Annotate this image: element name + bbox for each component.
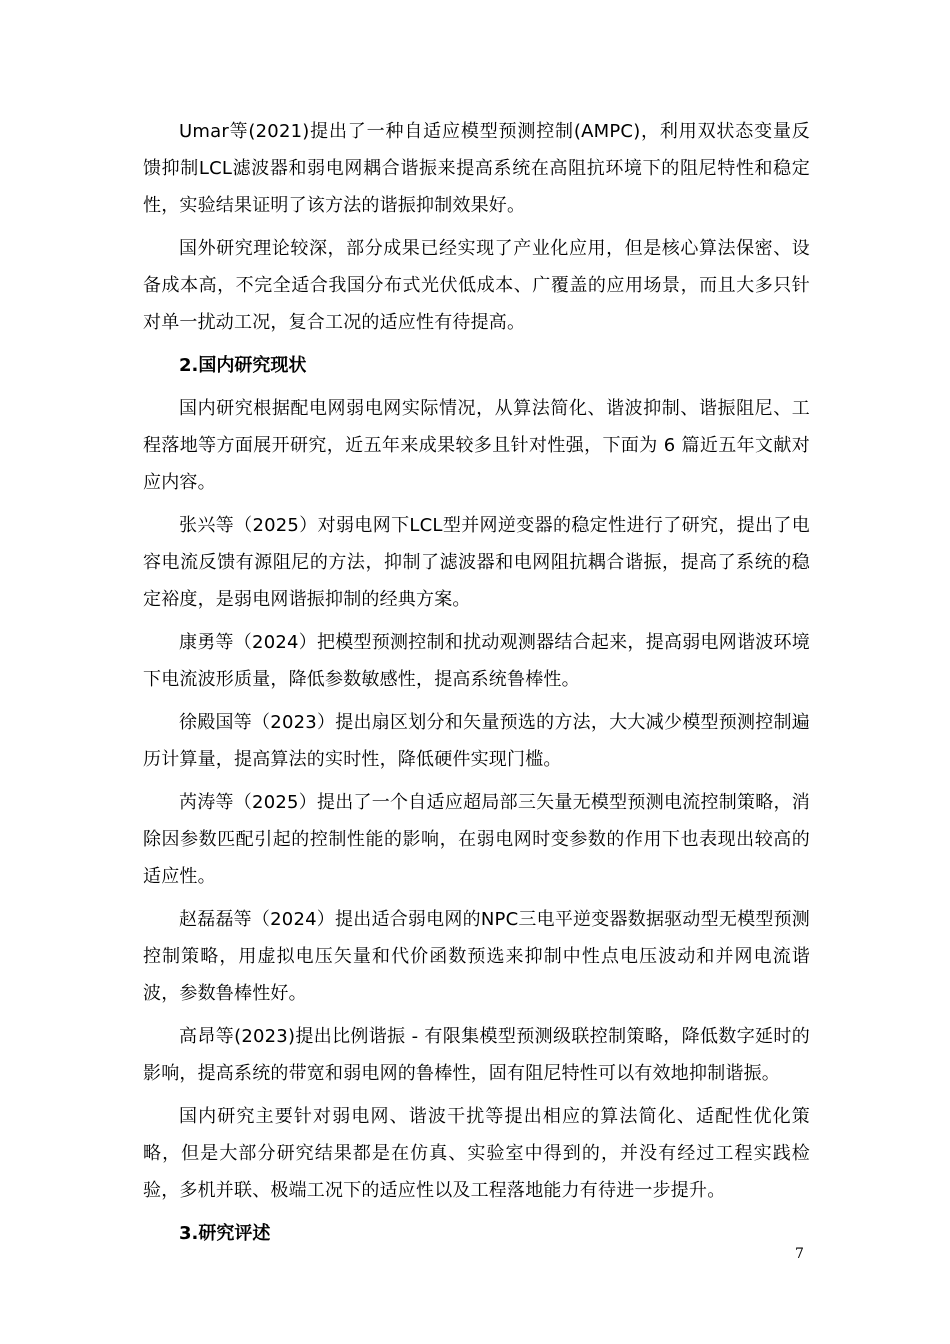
paragraph-zhang-xing: 张兴等（2025）对弱电网下LCL型并网逆变器的稳定性进行了研究，提出了电容电流反馈有源阻尼的方法，抑制了滤波器和电网阻抗耦合谐振，提高了系统的稳定裕度，是弱电网谐振抑制的经典方案。 (143, 515, 810, 610)
paragraph-domestic-summary: 国内研究主要针对弱电网、谐波干扰等提出相应的算法简化、适配性优化策略，但是大部分研究结果都是在仿真、实验室中得到的，并没有经过工程实践检验，多机并联、极端工况下的适应性以及工程落地能力有待进一步提升。 (143, 1106, 810, 1201)
page-number: 7 (795, 1246, 804, 1262)
paragraph-kang-yong: 康勇等（2024）把模型预测控制和扰动观测器结合起来，提高弱电网谐波环境下电流波形质量，降低参数敏感性，提高系统鲁棒性。 (143, 632, 810, 690)
paragraph-gao-ang: 高昂等(2023)提出比例谐振 - 有限集模型预测级联控制策略，降低数字延时的影响，提高系统的带宽和弱电网的鲁棒性，固有阻尼特性可以有效地抑制谐振。 (143, 1026, 810, 1084)
paragraph-domestic-intro: 国内研究根据配电网弱电网实际情况，从算法简化、谐波抑制、谐振阻尼、工程落地等方面展开研究，近五年来成果较多且针对性强，下面为 6 篇近五年文献对应内容。 (143, 398, 810, 493)
paragraph-umar: Umar等(2021)提出了一种自适应模型预测控制(AMPC)，利用双状态变量反馈抑制LCL滤波器和弱电网耦合谐振来提高系统在高阻抗环境下的阻尼特性和稳定性，实验结果证明了该方法的谐振抑制效果好。 (143, 121, 810, 216)
section-heading-domestic: 2.国内研究现状 (179, 355, 307, 376)
paragraph-rui-tao: 芮涛等（2025）提出了一个自适应超局部三矢量无模型预测电流控制策略，消除因参数匹配引起的控制性能的影响，在弱电网时变参数的作用下也表现出较高的适应性。 (143, 792, 810, 887)
paragraph-foreign-summary: 国外研究理论较深，部分成果已经实现了产业化应用，但是核心算法保密、设备成本高，不完全适合我国分布式光伏低成本、广覆盖的应用场景，而且大多只针对单一扰动工况，复合工况的适应性有待提高。 (143, 238, 810, 333)
paragraph-zhao-leilei: 赵磊磊等（2024）提出适合弱电网的NPC三电平逆变器数据驱动型无模型预测控制策略，用虚拟电压矢量和代价函数预选来抑制中性点电压波动和并网电流谐波，参数鲁棒性好。 (143, 909, 810, 1004)
section-heading-review: 3.研究评述 (179, 1223, 271, 1244)
document-body (143, 113, 810, 1258)
paragraph-xu-dianguo: 徐殿国等（2023）提出扇区划分和矢量预选的方法，大大减少模型预测控制遍历计算量，提高算法的实时性，降低硬件实现门槛。 (143, 712, 810, 770)
